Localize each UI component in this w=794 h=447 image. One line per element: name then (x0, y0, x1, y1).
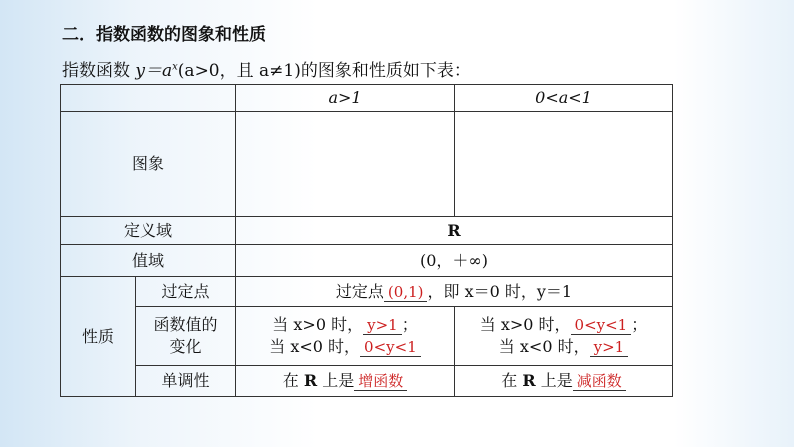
mono-lt1-mid: 上是 (535, 371, 573, 390)
value-change-a-lt-1 (455, 307, 673, 366)
lt1-negative-line (455, 336, 672, 358)
monotonicity-a-lt-1 (455, 366, 673, 397)
properties-table (60, 84, 673, 397)
gt1-negative-answer: 0<y<1 (360, 338, 421, 357)
header-a-gt-1: a>1 (236, 85, 455, 112)
fixed-point-suffix: ，即 x＝0 时，y＝1 (427, 281, 573, 301)
domain-value-text: R (447, 220, 461, 240)
fixed-point-value (236, 277, 673, 307)
value-change-a-gt-1 (236, 307, 455, 366)
monotonicity-label: 单调性 (136, 366, 236, 397)
gt1-positive-prefix: 当 x>0 时， (272, 315, 364, 334)
graph-cell-a-lt-1 (455, 112, 673, 217)
intro-condition: (a>0，且 a≠1)的图象和性质如下表： (177, 61, 471, 81)
lt1-positive-answer: 0<y<1 (571, 316, 632, 335)
graph-label: 图象 (61, 112, 236, 217)
header-empty-cell (61, 85, 236, 112)
monotonicity-row (61, 366, 673, 397)
range-value: (0，＋∞) (236, 245, 673, 277)
properties-label: 性质 (61, 277, 136, 397)
value-change-label (136, 307, 236, 366)
lt1-positive-line (455, 314, 672, 336)
gt1-negative-prefix: 当 x<0 时， (269, 337, 361, 356)
range-row (61, 245, 673, 277)
lt1-positive-suffix: ； (631, 315, 648, 334)
lt1-negative-prefix: 当 x<0 时， (498, 337, 590, 356)
graph-row (61, 112, 673, 217)
lt1-positive-prefix: 当 x>0 时， (479, 315, 571, 334)
value-change-label-2: 变化 (169, 337, 202, 356)
domain-label: 定义域 (61, 217, 236, 245)
gt1-negative-line (236, 336, 454, 358)
gt1-positive-line (236, 314, 454, 336)
value-change-row (61, 307, 673, 366)
intro-formula: y＝a (135, 61, 173, 81)
intro-exponent: x (172, 61, 178, 73)
fixed-point-prefix: 过定点 (335, 281, 384, 301)
mono-gt1-mid: 上是 (317, 371, 355, 390)
intro-prefix: 指数函数 (62, 61, 136, 81)
lt1-negative-answer: y>1 (590, 338, 629, 357)
intro-line (62, 56, 471, 81)
range-label: 值域 (61, 245, 236, 277)
value-change-label-1: 函数值的 (153, 315, 218, 334)
mono-gt1-prefix: 在 (282, 371, 304, 390)
mono-gt1-set: R (303, 371, 318, 390)
header-a-lt-1: 0<a<1 (455, 85, 673, 112)
fixed-point-row (61, 277, 673, 307)
mono-lt1-answer: 减函数 (573, 372, 626, 391)
fixed-point-answer: (0,1) (384, 283, 428, 302)
fixed-point-label: 过定点 (136, 277, 236, 307)
mono-gt1-answer: 增函数 (354, 372, 407, 391)
section-title: 二．指数函数的图象和性质 (62, 25, 266, 45)
header-row (61, 85, 673, 112)
domain-value (236, 217, 673, 245)
mono-lt1-set: R (522, 371, 536, 390)
gt1-positive-answer: y>1 (363, 316, 402, 335)
mono-lt1-prefix: 在 (501, 371, 523, 390)
graph-cell-a-gt-1 (236, 112, 455, 217)
domain-row (61, 217, 673, 245)
gt1-positive-suffix: ； (401, 315, 418, 334)
monotonicity-a-gt-1 (236, 366, 455, 397)
